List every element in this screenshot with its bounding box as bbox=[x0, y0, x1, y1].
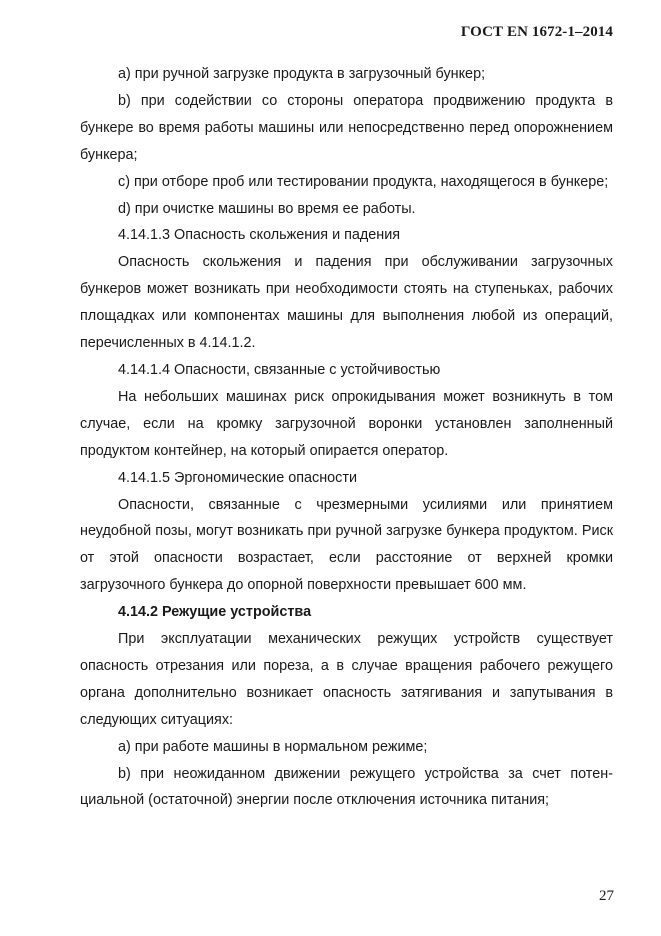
document-header: ГОСТ EN 1672-1–2014 bbox=[460, 24, 613, 40]
list-item-d: d) при очистке машины во время ее работы. bbox=[118, 200, 416, 217]
section-heading-4-14-2: 4.14.2 Режущие устройства bbox=[118, 604, 312, 621]
page-number: 27 bbox=[599, 888, 614, 904]
subsection-heading-4-14-1-3: 4.14.1.3 Опасность скольжения и падения bbox=[118, 227, 401, 244]
list-item-a: а) при ручной загрузке продукта в загрузочный бункер; bbox=[118, 66, 486, 82]
list-item-a: а) при работе машины в нормальном режиме; bbox=[118, 738, 428, 755]
subsection-heading-4-14-1-4: 4.14.1.4 Опасности, связанные с устойчивостью bbox=[118, 361, 441, 378]
subsection-heading-4-14-1-5: 4.14.1.5 Эргономические опасности bbox=[118, 469, 357, 486]
page-body bbox=[80, 61, 613, 814]
body-paragraph: При эксплуатации механических режущих устройств существует опасность отрезания или пореза, а в случае вращения рабочего режущего органа дополнительно возникает опасность затягивания и запутывания в следующих ситуациях: bbox=[80, 631, 613, 728]
body-paragraph: Опасности, связанные с чрезмерными усилиями или принятием неудобной позы, могут возникать при ручной загрузке бункера продуктом. Риск от этой опасности возрастает, если расстояние от верхней кромки загрузочного бункера до опорной поверхности превышает 600 мм. bbox=[80, 496, 613, 594]
list-item-b: b) при неожиданном движении режущего устройства за счет потенциальной (остаточной) энергии после отключения источника питания; bbox=[80, 765, 613, 809]
list-item-c: с) при отборе проб или тестировании продукта, находящегося в бункере; bbox=[118, 173, 609, 190]
body-paragraph: На небольших машинах риск опрокидывания может возникнуть в том случае, если на кромку загрузочной воронки установлен заполненный продуктом контейнер, на который опирается оператор. bbox=[80, 388, 613, 459]
body-paragraph: Опасность скольжения и падения при обслуживании загрузочных бункеров может возникать при необходимости стоять на ступеньках, рабочих площадках или компонентах машины для выполнения любой из операций, перечисленных в 4.14.1.2. bbox=[80, 254, 613, 352]
list-item-b: b) при содействии со стороны оператора продвижению продукта в бункере во время работы машины или непосредственно перед опорожнением бункера; bbox=[80, 92, 613, 163]
